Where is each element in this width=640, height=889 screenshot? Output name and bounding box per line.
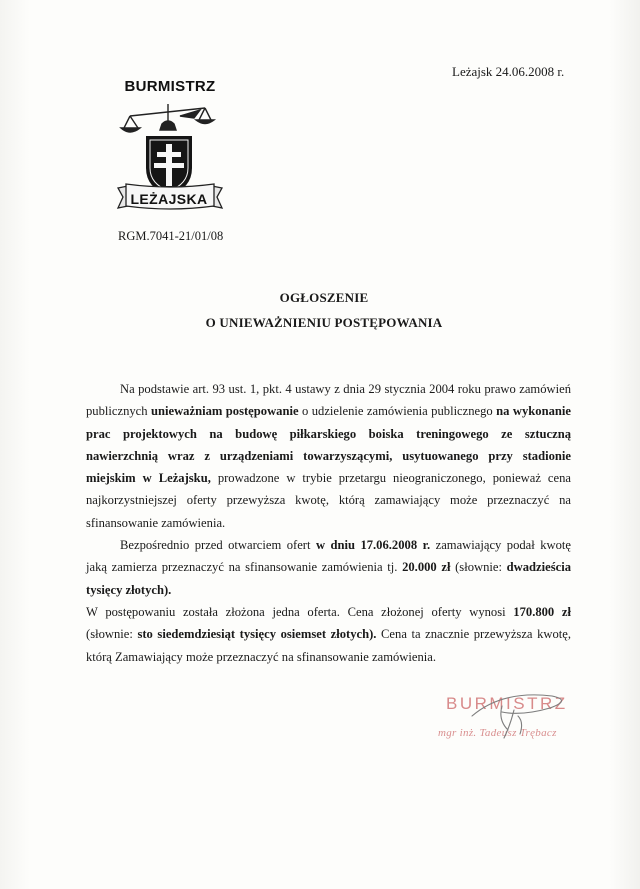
document-title: OGŁOSZENIE — [279, 290, 369, 305]
signature-stamp-name: mgr inż. Tadeusz Trębacz — [438, 727, 557, 739]
handwritten-signature — [432, 686, 602, 756]
paragraph-budget: Bezpośrednio przed otwarciem ofert w dniu 17.06.2008 r. zamawiający podał kwotę jaką zamierza przeznaczyć na sfinansowanie zamówienia tj. 20.000 zł (słownie: dwadzieścia tysięcy złotych). — [86, 538, 571, 597]
scales-icon — [121, 104, 214, 132]
signature-stamp-title: BURMISTRZ — [446, 694, 568, 713]
paragraph-legal-basis: Na podstawie art. 93 ust. 1, pkt. 4 ustawy z dnia 29 stycznia 2004 roku prawo zamówień publicznych unieważniam postępowanie o udzielenie zamówienia publicznego na wykonanie prac projektowych na budowę piłkarskiego boiska treningowego ze sztuczną nawierzchnią wraz z urządzeniami towarzyszącymi, usytuowanego przy stadionie miejskim w Leżajsku, prowadzone w trybie przetargu nieograniczonego, ponieważ cena najkorzystniejszej oferty przewyższa kwotę, którą zamawiający może przeznaczyć na sfinansowanie zamówienia. — [86, 382, 571, 530]
paragraph-offer: W postępowaniu została złożona jedna oferta. Cena złożonej oferty wynosi 170.800 zł (słownie: sto siedemdziesiąt tysięcy osiemset złotych). Cena ta znacznie przewyższa kwotę, którą Zamawiający może przeznaczyć na sfinansowanie zamówienia. — [86, 604, 571, 664]
seal-title: BURMISTRZ — [124, 78, 216, 95]
document-body — [86, 378, 571, 668]
document-date: Leżajsk 24.06.2008 r. — [452, 64, 565, 79]
reference-number: RGM.7041-21/01/08 — [118, 229, 224, 243]
document-subtitle: O UNIEWAŻNIENIU POSTĘPOWANIA — [205, 315, 443, 330]
seal-town-name: LEŻAJSKA — [130, 191, 208, 207]
